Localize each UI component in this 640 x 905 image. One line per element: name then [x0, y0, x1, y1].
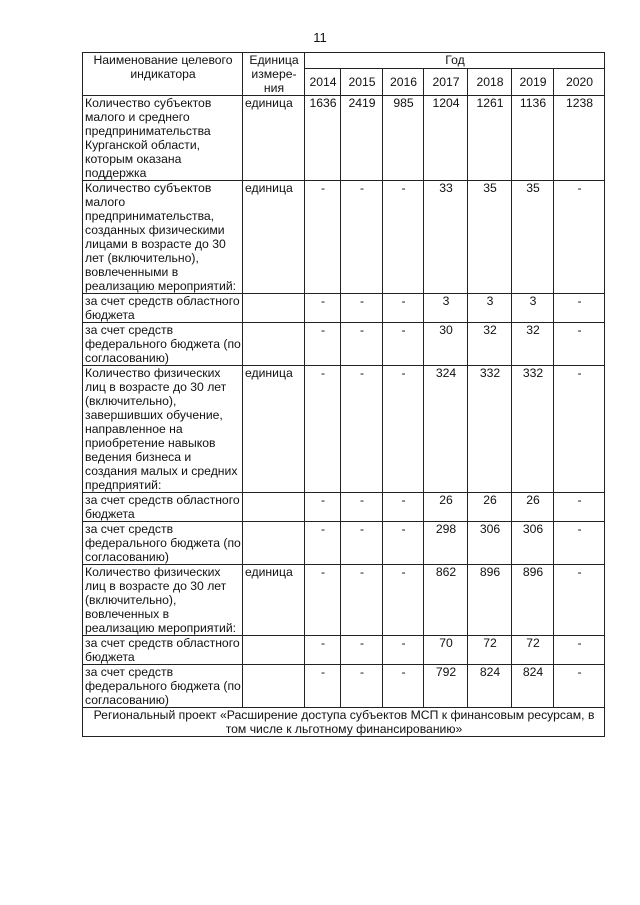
value-cell: -: [383, 493, 424, 522]
value-cell: 32: [468, 323, 512, 366]
indicator-name-cell: Количество физических лиц в возрасте до 30 лет (включительно), завершивших обучение, направленное на приобретение навыков ведения бизнеса и создания малых и средних предприятий:: [83, 366, 243, 493]
value-cell: -: [305, 522, 341, 565]
unit-cell: единица: [243, 565, 305, 636]
unit-cell: [243, 294, 305, 323]
value-cell: -: [554, 565, 605, 636]
value-cell: 1238: [554, 96, 605, 181]
value-cell: -: [341, 323, 383, 366]
value-cell: 324: [424, 366, 468, 493]
unit-cell: единица: [243, 366, 305, 493]
value-cell: -: [554, 493, 605, 522]
value-cell: -: [554, 181, 605, 294]
value-cell: 298: [424, 522, 468, 565]
value-cell: 896: [468, 565, 512, 636]
regional-project-row: [83, 708, 605, 737]
value-cell: -: [341, 493, 383, 522]
value-cell: -: [305, 636, 341, 665]
value-cell: 306: [468, 522, 512, 565]
regional-project-title: Региональный проект «Расширение доступа субъектов МСП к финансовым ресурсам, в том числе к льготному финансированию»: [83, 708, 605, 737]
value-cell: 862: [424, 565, 468, 636]
header-year-cell: 2015: [341, 69, 383, 96]
header-row: [83, 53, 605, 69]
header-indicator-name: Наименование целевого индикатора: [83, 53, 243, 96]
value-cell: -: [305, 366, 341, 493]
table-row: [83, 522, 605, 565]
value-cell: 3: [468, 294, 512, 323]
table-row: [83, 493, 605, 522]
value-cell: -: [305, 323, 341, 366]
value-cell: 3: [424, 294, 468, 323]
value-cell: -: [383, 636, 424, 665]
unit-cell: единица: [243, 96, 305, 181]
indicator-name-cell: за счет средств федерального бюджета (по согласованию): [83, 665, 243, 708]
unit-cell: [243, 665, 305, 708]
value-cell: 26: [468, 493, 512, 522]
value-cell: -: [305, 565, 341, 636]
value-cell: 1261: [468, 96, 512, 181]
unit-cell: [243, 493, 305, 522]
value-cell: -: [341, 565, 383, 636]
value-cell: -: [554, 522, 605, 565]
value-cell: 896: [512, 565, 554, 636]
value-cell: -: [383, 366, 424, 493]
indicator-name-cell: за счет средств областного бюджета: [83, 493, 243, 522]
table-body: [83, 96, 605, 737]
header-year: Год: [305, 53, 605, 69]
value-cell: -: [305, 493, 341, 522]
value-cell: -: [341, 522, 383, 565]
value-cell: 72: [512, 636, 554, 665]
header-year-cell: 2016: [383, 69, 424, 96]
value-cell: 72: [468, 636, 512, 665]
unit-cell: единица: [243, 181, 305, 294]
value-cell: -: [305, 665, 341, 708]
table-row: [83, 323, 605, 366]
value-cell: -: [554, 294, 605, 323]
indicator-name-cell: за счет средств федерального бюджета (по согласованию): [83, 323, 243, 366]
table-row: [83, 366, 605, 493]
value-cell: 2419: [341, 96, 383, 181]
value-cell: -: [341, 636, 383, 665]
value-cell: 35: [512, 181, 554, 294]
unit-cell: [243, 522, 305, 565]
header-year-cell: 2019: [512, 69, 554, 96]
indicator-name-cell: Количество субъектов малого предпринимательства, созданных физическими лицами в возрасте до 30 лет (включительно), вовлеченными в реализацию мероприятий:: [83, 181, 243, 294]
value-cell: -: [305, 181, 341, 294]
value-cell: -: [305, 294, 341, 323]
value-cell: 35: [468, 181, 512, 294]
unit-cell: [243, 636, 305, 665]
value-cell: 824: [512, 665, 554, 708]
unit-cell: [243, 323, 305, 366]
indicator-name-cell: Количество физических лиц в возрасте до 30 лет (включительно), вовлеченных в реализацию мероприятий:: [83, 565, 243, 636]
value-cell: -: [554, 636, 605, 665]
value-cell: 792: [424, 665, 468, 708]
value-cell: -: [383, 181, 424, 294]
indicator-name-cell: за счет средств областного бюджета: [83, 636, 243, 665]
indicator-name-cell: за счет средств федерального бюджета (по согласованию): [83, 522, 243, 565]
table-row: [83, 565, 605, 636]
value-cell: -: [383, 522, 424, 565]
table-row: [83, 96, 605, 181]
value-cell: -: [383, 565, 424, 636]
value-cell: -: [383, 323, 424, 366]
table-row: [83, 294, 605, 323]
value-cell: 824: [468, 665, 512, 708]
table-row: [83, 181, 605, 294]
value-cell: -: [341, 665, 383, 708]
value-cell: -: [341, 181, 383, 294]
header-year-cell: 2020: [554, 69, 605, 96]
value-cell: -: [383, 665, 424, 708]
header-unit: Единица измере-ния: [243, 53, 305, 96]
value-cell: 332: [468, 366, 512, 493]
value-cell: 70: [424, 636, 468, 665]
value-cell: 1136: [512, 96, 554, 181]
value-cell: -: [341, 366, 383, 493]
page-number: 11: [313, 30, 327, 45]
value-cell: 1636: [305, 96, 341, 181]
indicator-name-cell: за счет средств областного бюджета: [83, 294, 243, 323]
value-cell: 3: [512, 294, 554, 323]
value-cell: -: [383, 294, 424, 323]
table-row: [83, 636, 605, 665]
indicator-name-cell: Количество субъектов малого и среднего предпринимательства Курганской области, которым оказана поддержка: [83, 96, 243, 181]
value-cell: 985: [383, 96, 424, 181]
value-cell: 32: [512, 323, 554, 366]
value-cell: 30: [424, 323, 468, 366]
table-row: [83, 665, 605, 708]
value-cell: -: [554, 366, 605, 493]
value-cell: -: [554, 323, 605, 366]
value-cell: 1204: [424, 96, 468, 181]
value-cell: -: [554, 665, 605, 708]
header-year-cell: 2017: [424, 69, 468, 96]
value-cell: 306: [512, 522, 554, 565]
value-cell: 33: [424, 181, 468, 294]
indicators-table: [82, 52, 605, 737]
value-cell: 26: [424, 493, 468, 522]
header-year-cell: 2018: [468, 69, 512, 96]
value-cell: 332: [512, 366, 554, 493]
value-cell: 26: [512, 493, 554, 522]
value-cell: -: [341, 294, 383, 323]
header-year-cell: 2014: [305, 69, 341, 96]
